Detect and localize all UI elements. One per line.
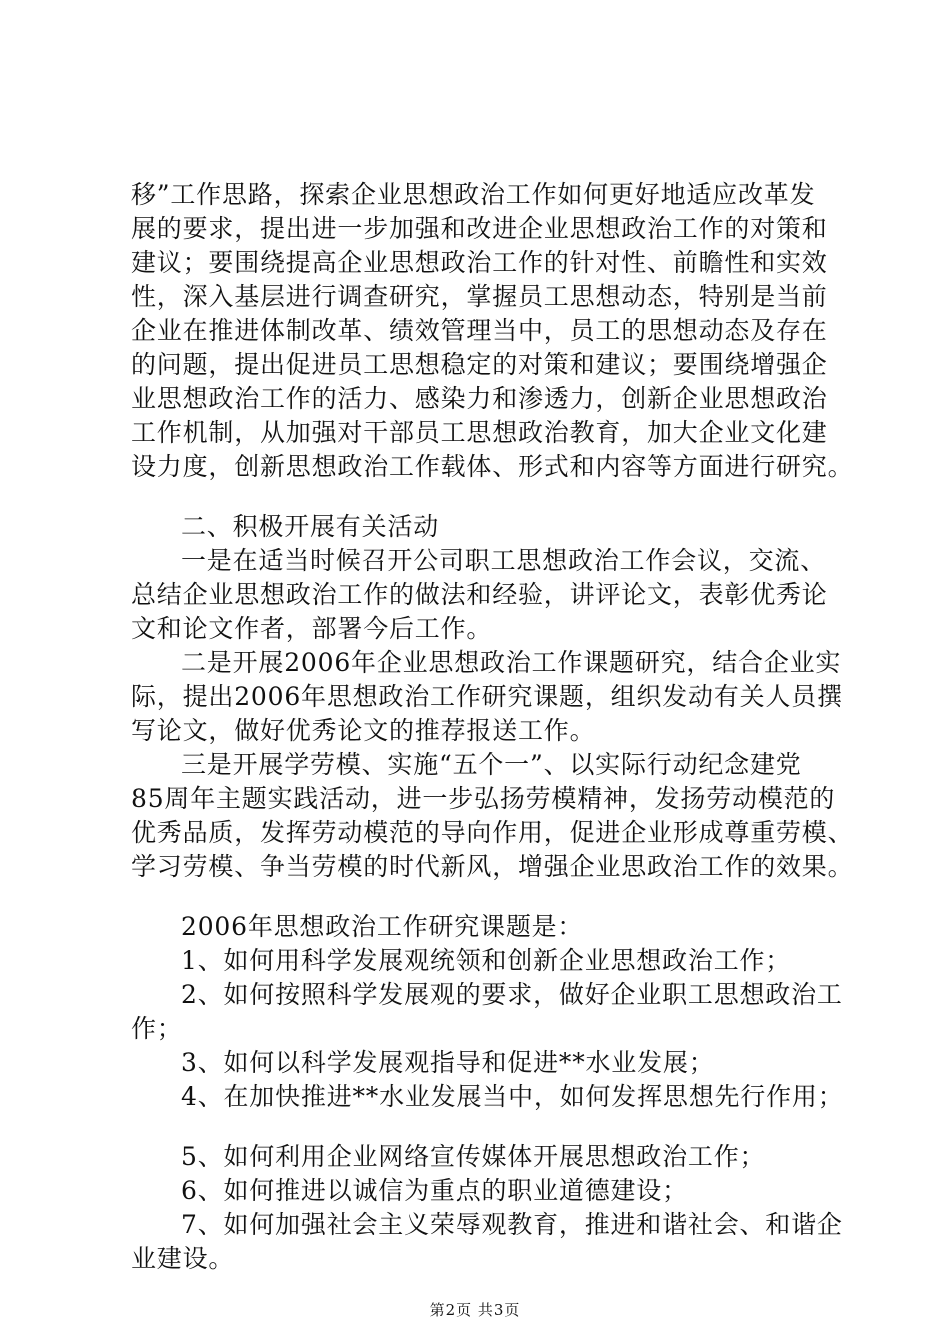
- paragraph-line: 一是在适当时候召开公司职工思想政治工作会议，交流、: [181, 546, 827, 575]
- paragraph-line: 展的要求，提出进一步加强和改进企业思想政治工作的对策和: [131, 214, 828, 243]
- topic-item: 4、在加快推进**水业发展当中，如何发挥思想先行作用；: [181, 1082, 844, 1111]
- paragraph-line: 设力度，创新思想政治工作载体、形式和内容等方面进行研究。: [131, 452, 854, 481]
- paragraph-line: 85周年主题实践活动，进一步弘扬劳模精神，发扬劳动模范的: [131, 784, 836, 813]
- paragraph-line: 际，提出2006年思想政治工作研究课题，组织发动有关人员撰: [131, 682, 843, 711]
- page-footer: 第2页 共3页: [429, 1301, 521, 1319]
- paragraph-line: 的问题，提出促进员工思想稳定的对策和建议；要围绕增强企: [131, 350, 828, 379]
- paragraph-line: 总结企业思想政治工作的做法和经验，讲评论文，表彰优秀论: [131, 580, 828, 609]
- paragraph-line: 企业在推进体制改革、绩效管理当中，员工的思想动态及存在: [131, 316, 828, 345]
- topics-heading: 2006年思想政治工作研究课题是：: [181, 912, 584, 941]
- topic-item: 1、如何用科学发展观统领和创新企业思想政治工作；: [181, 946, 792, 975]
- paragraph-line: 业思想政治工作的活力、感染力和渗透力，创新企业思想政治: [131, 384, 828, 413]
- paragraph-line: 性，深入基层进行调查研究，掌握员工思想动态，特别是当前: [131, 282, 828, 311]
- topic-item-continuation: 业建设。: [131, 1244, 235, 1273]
- paragraph-line: 文和论文作者，部署今后工作。: [131, 614, 493, 643]
- paragraph-line: 三是开展学劳模、实施“五个一”、以实际行动纪念建党: [181, 750, 802, 779]
- paragraph-line: 建议；要围绕提高企业思想政治工作的针对性、前瞻性和实效: [131, 248, 828, 277]
- paragraph-line: 写论文，做好优秀论文的推荐报送工作。: [131, 716, 596, 745]
- topic-item: 3、如何以科学发展观指导和促进**水业发展；: [181, 1048, 715, 1077]
- topic-item-continuation: 作；: [131, 1014, 183, 1043]
- section-heading: 二、积极开展有关活动: [181, 512, 440, 541]
- paragraph-line: 二是开展2006年企业思想政治工作课题研究，结合企业实: [181, 648, 842, 677]
- topic-item: 2、如何按照科学发展观的要求，做好企业职工思想政治工: [181, 980, 843, 1009]
- topic-item: 5、如何利用企业网络宣传媒体开展思想政治工作；: [181, 1142, 766, 1171]
- topic-item: 6、如何推进以诚信为重点的职业道德建设；: [181, 1176, 688, 1205]
- paragraph-line: 移”工作思路，探索企业思想政治工作如何更好地适应改革发: [131, 180, 816, 209]
- paragraph-line: 工作机制，从加强对干部员工思想政治教育，加大企业文化建: [131, 418, 828, 447]
- topic-item: 7、如何加强社会主义荣辱观教育，推进和谐社会、和谐企: [181, 1210, 843, 1239]
- paragraph-line: 优秀品质，发挥劳动模范的导向作用，促进企业形成尊重劳模、: [131, 818, 854, 847]
- paragraph-line: 学习劳模、争当劳模的时代新风，增强企业思政治工作的效果。: [131, 852, 854, 881]
